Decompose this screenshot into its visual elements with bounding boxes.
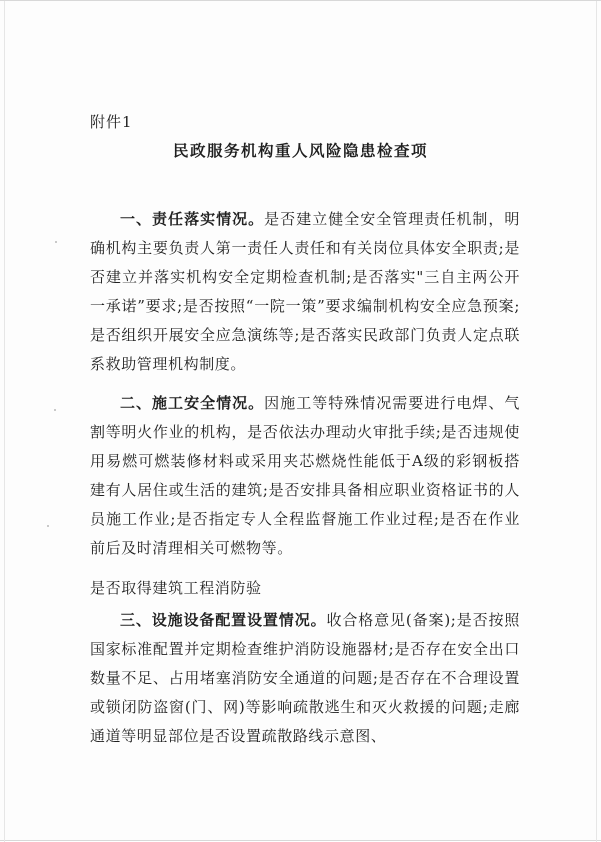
section-heading: 三、设施设备配置设置情况。 <box>120 611 327 629</box>
stray-text-line: 是否取得建筑工程消防验 <box>90 579 262 597</box>
scan-speck <box>54 409 56 411</box>
document-title: 民政服务机构重人风险隐患检查项 <box>172 141 428 160</box>
section-heading: 一、责任落实情况。 <box>120 210 265 228</box>
scan-edge-left <box>4 1 5 842</box>
scan-speck <box>55 241 57 243</box>
section-construction-safety <box>90 389 520 563</box>
scan-edge-right <box>596 1 597 842</box>
section-body: 因施工等特殊情况需要进行电焊、气割等明火作业的机构，是否依法办理动火审批手续;是否违规使用易燃可燃装修材料或采用夹芯燃烧性能低于A级的彩钢板搭建有人居住或生活的建筑;是否安排具备相应职业资格证书的人员施工作业;是否指定专人全程监督施工作业过程;是否在作业前后及时清理相关可燃物等。 <box>90 394 520 557</box>
section-responsibility <box>90 205 520 379</box>
scan-speck <box>47 525 49 527</box>
section-facilities <box>90 606 520 751</box>
section-heading: 二、施工安全情况。 <box>120 394 265 412</box>
attachment-label: 附件1 <box>90 113 133 131</box>
section-body: 收合格意见(备案);是否按照国家标准配置并定期检查维护消防设施器材;是否存在安全出口数量不足、占用堵塞消防安全通道的问题;是否存在不合理设置或锁闭防盗窗(门、网)等影响疏散逃生和灭火救援的问题;走廊通道等明显部位是否设置疏散路线示意图、 <box>90 611 520 745</box>
section-body: 是否建立健全安全管理责任机制，明确机构主要负责人第一责任人责任和有关岗位具体安全职责;是否建立并落实机构安全定期检查机制;是否落实"三自主两公开一承诺”要求;是否按照“一院一策”要求编制机构安全应急预案;是否组织开展安全应急演练等;是否落实民政部门负责人定点联系救助管理机构制度。 <box>90 210 520 373</box>
